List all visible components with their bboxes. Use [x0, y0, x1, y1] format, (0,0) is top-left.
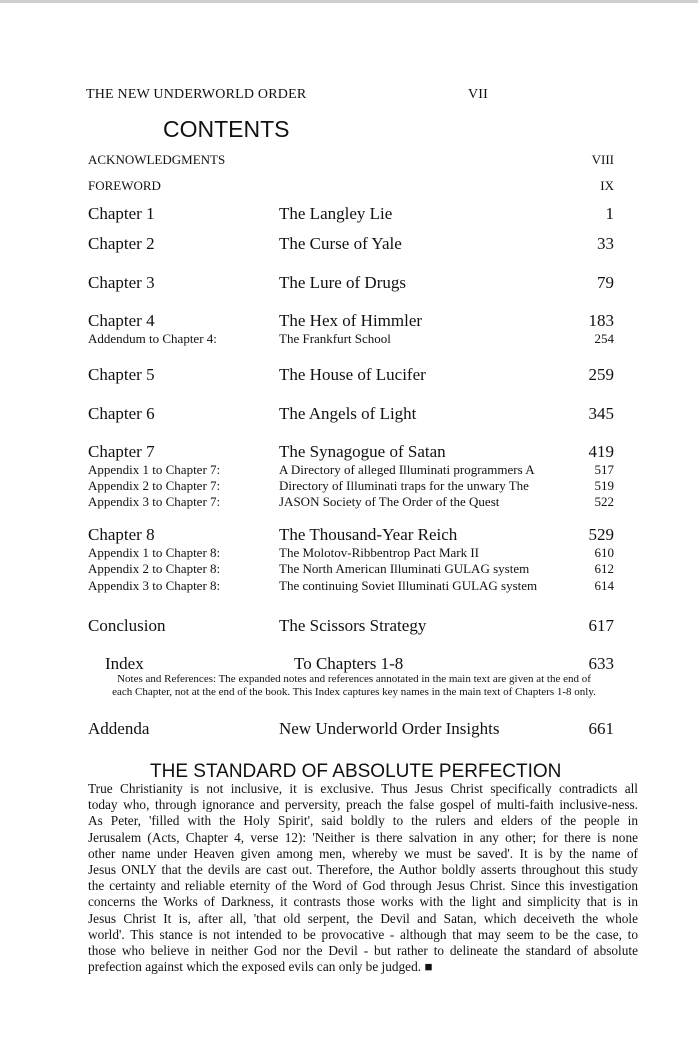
- toc-chapter-label: Chapter 8: [88, 525, 155, 544]
- toc-chapter-page: 529: [588, 525, 614, 544]
- toc-sub-title: Directory of Illuminati traps for the unwary The: [279, 478, 529, 493]
- toc-chapter-page: 1: [605, 204, 614, 223]
- toc-sub-title: The continuing Soviet Illuminati GULAG system: [279, 578, 538, 593]
- paragraph-line: those who believe in neither God nor the Devil - but rather to delineate the standard of absolute: [88, 943, 638, 959]
- toc-sub-title: The North American Illuminati GULAG system: [279, 561, 530, 576]
- toc-chapter-title: The Angels of Light: [279, 404, 417, 423]
- toc-chapter-label: Chapter 5: [88, 365, 155, 384]
- toc-chapter-label: Chapter 6: [88, 404, 155, 423]
- paragraph-line: prefection against which the exposed evils can only be judged. ■: [88, 959, 433, 975]
- running-header-page-number: VII: [468, 87, 489, 102]
- toc-sub-title: The Molotov-Ribbentrop Pact Mark II: [279, 545, 480, 560]
- paragraph-line: True Christianity is not inclusive, it is exclusive. Thus Jesus Christ specifically contradicts all: [88, 781, 638, 796]
- toc-chapter-page: 259: [588, 365, 614, 384]
- toc-addenda-page: 661: [588, 719, 614, 738]
- toc-addenda-title: New Underworld Order Insights: [279, 719, 500, 738]
- toc-chapter-label: Chapter 1: [88, 204, 155, 223]
- toc-chapter-label: Chapter 7: [88, 442, 155, 461]
- toc-chapter-title: The Synagogue of Satan: [279, 442, 446, 461]
- page-top-border: [0, 0, 698, 3]
- toc-chapter-page: 33: [597, 234, 614, 253]
- toc-chapter-page: 419: [588, 442, 614, 461]
- toc-conclusion-title: The Scissors Strategy: [279, 616, 427, 635]
- toc-chapter-title: The House of Lucifer: [279, 365, 426, 384]
- paragraph-line: Jesus ONLY that the devils are cast out. Therefore, the Author boldly asserts throughout this study: [88, 862, 638, 878]
- toc-chapter-title: The Lure of Drugs: [279, 273, 406, 292]
- toc-conclusion-page: 617: [588, 616, 614, 635]
- standard-heading: THE STANDARD OF ABSOLUTE PERFECTION: [150, 761, 562, 782]
- standard-paragraph: [88, 781, 638, 975]
- paragraph-line: Jerusalem (Acts, Chapter 4, verse 12): 'Neither is there salvation in any other; for there is none: [88, 829, 638, 845]
- toc-sub-page: 614: [594, 578, 614, 593]
- toc-acknowledgments-page: VIII: [591, 152, 614, 167]
- paragraph-line: concerns the Works of Darkness, it contrasts those works with the light and simplicity that is in: [88, 894, 638, 910]
- toc-sub-label: Appendix 1 to Chapter 7:: [88, 462, 221, 477]
- paragraph-line: As Peter, 'filled with the Holy Spirit', said boldly to the rulers and elders of the people in: [88, 813, 638, 829]
- toc-acknowledgments-label: ACKNOWLEDGMENTS: [88, 152, 226, 167]
- toc-sub-title: JASON Society of The Order of the Quest: [279, 494, 500, 509]
- toc-chapter-page: 79: [597, 273, 614, 292]
- toc-chapter-label: Chapter 3: [88, 273, 155, 292]
- toc-sub-title: The Frankfurt School: [279, 331, 391, 346]
- toc-foreword-page: IX: [600, 178, 614, 193]
- toc-sub-label: Appendix 3 to Chapter 8:: [88, 578, 221, 593]
- toc-foreword-label: FOREWORD: [88, 178, 161, 193]
- toc-sub-label: Appendix 2 to Chapter 8:: [88, 561, 221, 576]
- toc-sub-page: 522: [594, 494, 614, 509]
- index-note-line: each Chapter, not at the end of the book. This Index captures key names in the main text of Chapters 1-8 only.: [112, 686, 596, 698]
- paragraph-line: other name under Heaven given among men, whereby we must be saved'. It is by the name of: [88, 845, 638, 861]
- toc-addenda-label: Addenda: [88, 719, 150, 738]
- paragraph-line: the certainty and reliable eternity of the Word of God through Jesus Christ. Since this investigation: [88, 878, 638, 894]
- toc-conclusion-label: Conclusion: [88, 616, 166, 635]
- toc-sub-label: Appendix 3 to Chapter 7:: [88, 494, 221, 509]
- contents-title: CONTENTS: [163, 116, 290, 142]
- paragraph-line: Jesus Christ It is, after all, 'that old serpent, the Devil and Satan, which deceiveth the whole: [88, 910, 638, 926]
- toc-chapter-page: 345: [588, 404, 614, 423]
- paragraph-line: today who, through ignorance and perversity, preach the false gospel of multi-faith inclusive-ness.: [88, 797, 638, 813]
- toc-index-title: To Chapters 1-8: [294, 654, 404, 673]
- toc-sub-label: Addendum to Chapter 4:: [88, 331, 217, 346]
- toc-sub-page: 610: [594, 545, 614, 560]
- toc-sub-page: 517: [594, 462, 614, 477]
- toc-sub-label: Appendix 2 to Chapter 7:: [88, 478, 221, 493]
- toc-sub-title: A Directory of alleged Illuminati programmers A: [279, 462, 535, 477]
- toc-chapter-title: The Hex of Himmler: [279, 311, 423, 330]
- toc-sub-page: 612: [594, 561, 614, 576]
- toc-chapter-label: Chapter 2: [88, 234, 155, 253]
- toc-sub-label: Appendix 1 to Chapter 8:: [88, 545, 221, 560]
- running-header-title: THE NEW UNDERWORLD ORDER: [86, 87, 307, 102]
- index-note: [84, 673, 624, 699]
- index-note-line: Notes and References: The expanded notes and references annotated in the main text are given at the end of: [117, 673, 591, 685]
- toc-chapter-title: The Curse of Yale: [279, 234, 402, 253]
- toc-index-page: 633: [588, 654, 614, 673]
- toc-chapter-label: Chapter 4: [88, 311, 155, 330]
- paragraph-line: world'. This stance is not intended to be provocative - although that may seem to be the case, to: [88, 926, 638, 942]
- toc-chapter-title: The Thousand-Year Reich: [279, 525, 458, 544]
- toc-sub-page: 519: [594, 478, 614, 493]
- toc-chapter-title: The Langley Lie: [279, 204, 393, 223]
- toc-chapter-page: 183: [588, 311, 614, 330]
- toc-sub-page: 254: [594, 331, 614, 346]
- toc-index-label: Index: [105, 654, 144, 673]
